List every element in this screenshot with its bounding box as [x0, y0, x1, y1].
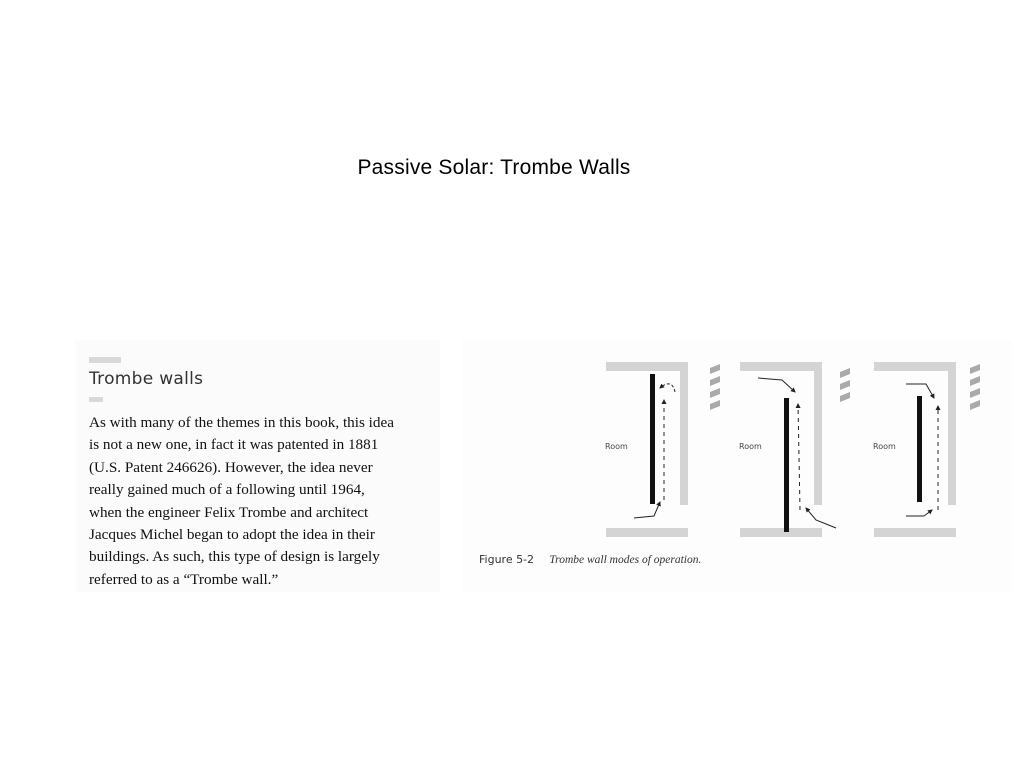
room-label: Room [605, 442, 628, 451]
excerpt-line: is not a new one, in fact it was patented in 1881 [89, 436, 379, 454]
slide-title: Passive Solar: Trombe Walls [357, 156, 631, 179]
heading-rule-bottom [89, 397, 434, 402]
figure-number: Figure 5-2 [479, 553, 535, 566]
excerpt-heading: Trombe walls [89, 369, 204, 389]
excerpt-line: (U.S. Patent 246626). However, the idea never [89, 458, 373, 476]
room-label: Room [739, 442, 762, 451]
figure-caption [479, 552, 701, 566]
excerpt-line: buildings. As such, this type of design is largely [89, 548, 380, 566]
heading-rule-top [89, 357, 249, 363]
figure-caption-text: Trombe wall modes of operation. [549, 554, 702, 566]
excerpt-line: Jacques Michel began to adopt the idea in their [89, 526, 375, 544]
excerpt-line: really gained much of a following until 1964, [89, 481, 365, 499]
excerpt-line: when the engineer Felix Trombe and architect [89, 503, 369, 521]
book-excerpt-panel [75, 340, 440, 592]
trombe-figure [462, 340, 1012, 592]
excerpt-line: referred to as a “Trombe wall.” [89, 570, 279, 588]
excerpt-line: As with many of the themes in this book, this idea [89, 414, 394, 431]
room-label: Room [873, 442, 896, 451]
excerpt-body [89, 412, 434, 591]
